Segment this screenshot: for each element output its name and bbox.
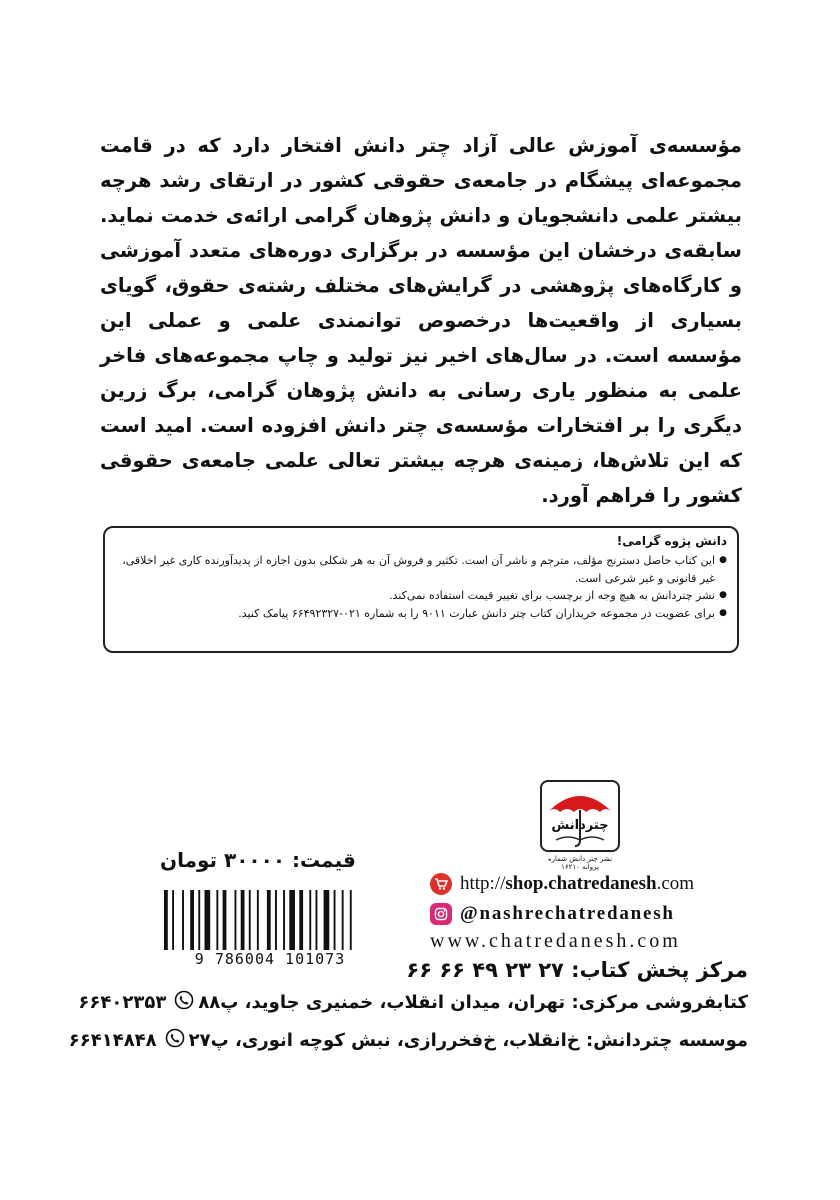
notice-list xyxy=(117,552,727,622)
price-label: قیمت: ۳۰۰۰۰ تومان xyxy=(160,848,356,872)
phone-icon xyxy=(165,1028,185,1053)
instagram-icon xyxy=(430,903,452,925)
notice-box xyxy=(103,526,739,653)
shopping-cart-icon xyxy=(430,873,452,895)
address-text: کتابفروشی مرکزی: تهران، میدان انقلاب، خمنیری جاوید، پ۸۸ xyxy=(198,992,748,1013)
intro-paragraph: مؤسسه‌ی آموزش عالی آزاد چتر دانش افتخار دارد که در قامت مجموعه‌ای پیشگام در جامعه‌ی حقوقی کشور در ارتقای رشد هرچه بیشتر علمی دانشجویان و دانش پژوهان گرامی ارائه‌ی خدمت نماید. سابقه‌ی درخشان این مؤسسه در برگزاری دوره‌های متعدد آموزشی و کارگاه‌های پژوهشی در گرایش‌های مختلف رشته‌ی حقوق، گویای بسیاری از واقعیت‌ها درخصوص توانمندی علمی و عملی این مؤسسه است. در سال‌های اخیر نیز تولید و چاپ مجموعه‌های فاخر علمی به منظور یاری رسانی به دانش پژوهان گرامی، برگ زرین دیگری را بر افتخارات مؤسسه‌ی چتر دانش افزوده است. امید است که این تلاش‌ها، زمینه‌ی هرچه بیشتر تعالی علمی جامعه‌ی حقوقی کشور را فراهم آورد. xyxy=(100,134,742,507)
notice-title: دانش پژوه گرامی! xyxy=(616,534,727,548)
shop-link[interactable]: http://shop.chatredanesh.com xyxy=(460,873,695,894)
logo-text: چتردانش xyxy=(551,818,609,833)
distribution-center: مرکز پخش کتاب: ۲۷ ۲۳ ۴۹ ۶۶ ۶۶ xyxy=(406,958,748,982)
notice-item: ● این کتاب حاصل دسترنج مؤلف، مترجم و ناشر آن است. تکثیر و فروش آن به هر شکلی بدون اجازه از پدیدآورنده کاری غیر اخلاقی، غیر قانونی و غیر شرعی است. xyxy=(117,552,727,587)
phone-icon xyxy=(174,990,194,1015)
instagram-handle[interactable]: @nashrechatredanesh xyxy=(460,903,675,924)
umbrella-icon xyxy=(542,782,618,850)
logo-caption: نشر چتر دانش شماره پروانه ۱۶۲۱۰ xyxy=(547,855,613,871)
address-row xyxy=(78,990,748,1015)
notice-item: ● نشر چتردانش به هیچ وجه از برچسب برای تغییر قیمت استفاده نمی‌کند. xyxy=(117,587,727,605)
publisher-logo xyxy=(540,780,620,871)
phone-number: ۶۶۴۰۲۳۵۳ xyxy=(78,992,167,1013)
barcode-number: 9 786004 101073 xyxy=(150,950,390,968)
phone-number: ۶۶۴۱۴۸۴۸ xyxy=(68,1030,157,1051)
shop-link-row[interactable] xyxy=(430,873,694,895)
address-text: موسسه چتردانش: خ‌انقلاب، خ‌فخررازی، نبش کوچه انوری، پ۲۷ xyxy=(188,1030,748,1051)
address-row xyxy=(68,1028,748,1053)
instagram-row[interactable] xyxy=(430,903,675,925)
notice-item: ● برای عضویت در مجموعه خریداران کتاب چتر دانش عبارت ۹۰۱۱ را به شماره ۰۲۱-۶۶۴۹۲۳۲۷ پیامک کنید. xyxy=(117,605,727,623)
website-row[interactable] xyxy=(430,930,681,953)
website-link[interactable]: www.chatredanesh.com xyxy=(430,930,681,952)
